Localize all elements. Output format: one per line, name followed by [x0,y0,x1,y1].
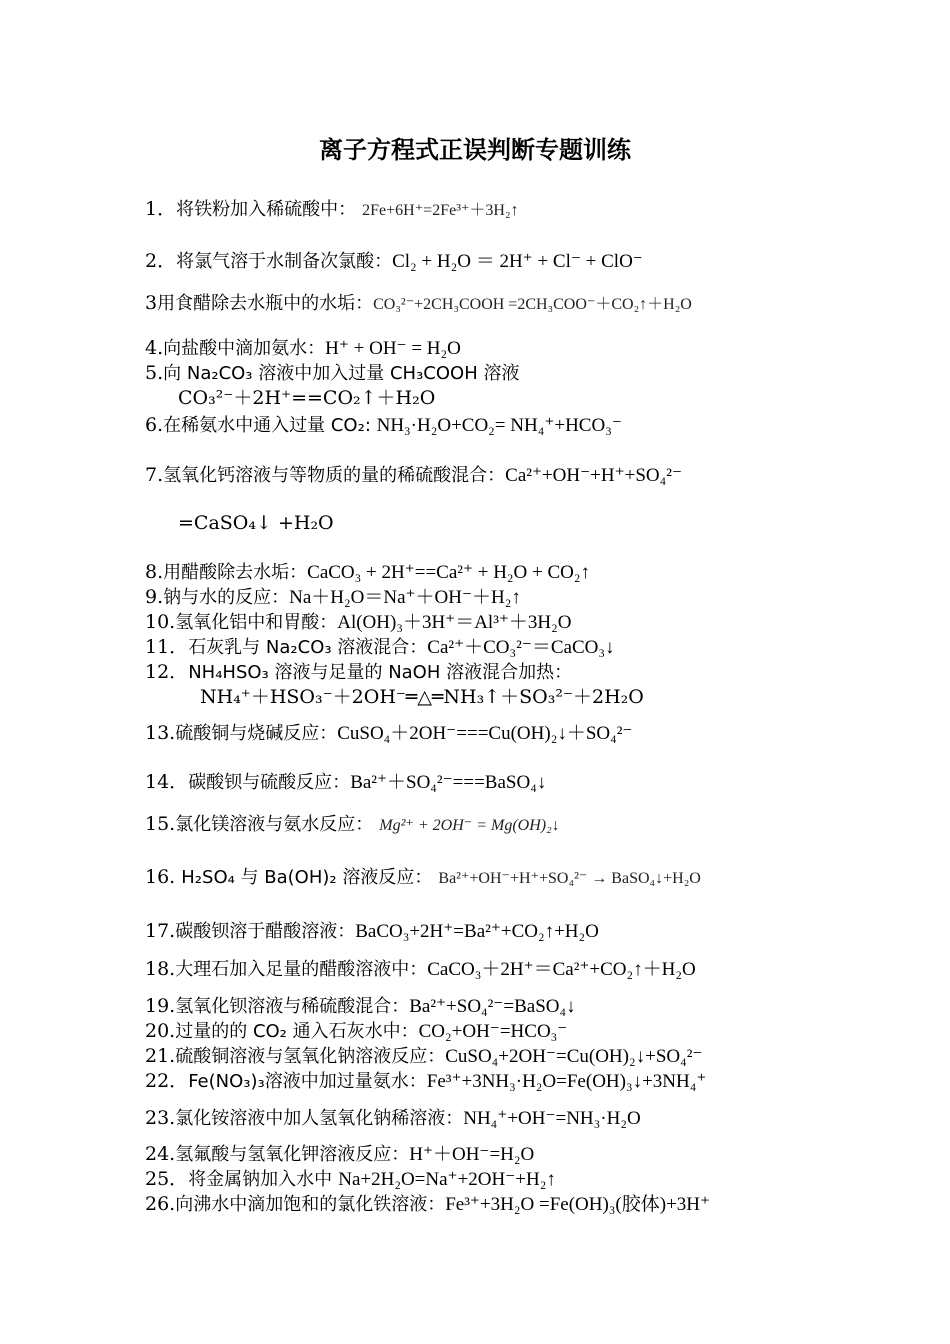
item-equation: CaCO₃ + 2H⁺==Ca²⁺ + H₂O + CO₂↑ [307,562,591,583]
page-title: 离子方程式正误判断专题训练 [319,135,631,164]
item-number: 16. [145,866,176,888]
list-item [145,412,910,439]
item-label: 碳酸钡溶于醋酸溶液： [175,921,356,942]
list-item [145,609,910,636]
item-label: Fe(NO₃)₃溶液中加过量氨水： [188,1071,427,1092]
item-equation: CuSO₄＋2OH⁻===Cu(OH)₂↓＋SO₄²⁻ [337,723,633,744]
item-label: 向沸水中滴加饱和的氯化铁溶液： [175,1194,446,1215]
list-item [145,196,910,224]
list-item [145,993,910,1020]
item-label: 过量的的 CO₂ 通入石灰水中： [175,1021,419,1042]
item-number: 17. [145,920,176,942]
item-equation: Cl₂ + H₂O ＝ 2H⁺ + Cl⁻ + ClO⁻ [392,251,643,272]
list-item [145,584,910,611]
item-label: 向盐酸中滴加氨水： [163,338,326,359]
item-label: 将氯气溶于水制备次氯酸： [176,251,393,272]
list-item [145,918,910,945]
item-number: 25． [145,1168,189,1190]
item-label: 碳酸钡与硫酸反应： [188,772,351,793]
item-label: 大理石加入足量的醋酸溶液中： [175,959,428,980]
item-equation: Fe³⁺+3NH₃·H₂O=Fe(OH)₃↓+3NH₄⁺ [426,1071,707,1092]
list-item [145,1043,910,1070]
item-number: 1． [145,198,177,220]
item-number: 26. [145,1193,176,1215]
item-equation: Fe³⁺+3H₂O =Fe(OH)₃(胶体)+3H⁺ [445,1194,711,1215]
item-number: 18. [145,958,176,980]
item-equation: CO₂+OH⁻=HCO₃⁻ [418,1021,568,1042]
item-number: 15. [145,813,176,835]
item-number: 2． [145,250,177,272]
item-label: 在稀氨水中通入过量 CO₂: [163,415,377,436]
item-number: 10. [145,611,176,633]
item-equation: Ba²⁺+SO₄²⁻=BaSO₄↓ [409,996,576,1017]
item-equation: Ca²⁺+OH⁻+H⁺+SO₄²⁻ [505,465,682,486]
item-equation: Na＋H₂O＝Na⁺＋OH⁻＋H₂↑ [289,587,521,608]
item-equation: CO₃²⁻＋2H⁺==CO₂↑＋H₂O [178,387,436,409]
item-number: 24. [145,1143,176,1165]
list-item [145,956,910,983]
list-item [145,811,910,839]
list-item [145,1018,910,1045]
item-label: 氢氧化铝中和胃酸： [175,612,338,633]
list-item [145,1068,910,1095]
item-number: 5. [145,362,164,384]
item-number: 19. [145,995,176,1017]
item-number: 8. [145,561,164,583]
item-number: 20. [145,1020,176,1042]
item-number: 22． [145,1070,189,1092]
item-label: 氯化镁溶液与氨水反应： [175,814,374,835]
item-equation: H⁺＋OH⁻=H₂O [409,1144,535,1165]
item-number: 14． [145,771,189,793]
list-item [145,1166,910,1193]
item-label: NH₄HSO₃ 溶液与足量的 NaOH 溶液混合加热： [188,662,573,683]
item-label: 氢氧化钡溶液与稀硫酸混合： [175,996,410,1017]
list-item [145,462,910,489]
item-label: 氢氟酸与氢氧化钾溶液反应： [175,1144,410,1165]
list-item [145,335,910,362]
item-label: H₂SO₄ 与 Ba(OH)₂ 溶液反应： [181,867,433,888]
item-number: 3 [145,292,158,314]
item-number: 7. [145,464,164,486]
item-equation: H⁺ + OH⁻ = H₂O [325,338,461,359]
item-equation: Ca²⁺＋CO₃²⁻＝CaCO₃↓ [427,637,615,658]
item-equation: Ba²⁺＋SO₄²⁻===BaSO₄↓ [350,772,547,793]
list-item [145,1141,910,1168]
item-equation: CaCO₃＋2H⁺＝Ca²⁺+CO₂↑＋H₂O [427,959,696,980]
item-label: 用食醋除去水瓶中的水垢： [157,293,374,314]
item-label: 钠与水的反应： [163,587,290,608]
item-number: 9. [145,586,164,608]
list-item [145,248,910,275]
item-equation-continued: =CaSO₄↓ +H₂O [178,512,334,534]
item-equation: Na+2H₂O=Na⁺+2OH⁻+H₂↑ [338,1169,556,1190]
item-equation: CuSO₄+2OH⁻=Cu(OH)₂↓+SO₄²⁻ [445,1046,703,1067]
item-label: 氢氧化钙溶液与等物质的量的稀硫酸混合： [163,465,506,486]
item-number: 13. [145,722,176,744]
list-item [145,1105,910,1132]
item-equation: Ba²⁺+OH⁻+H⁺+SO₄²⁻ → BaSO₄↓+H₂O [438,870,701,887]
item-equation: Mg²⁺ + 2OH⁻ = Mg(OH)₂↓ [379,817,560,834]
list-item [145,864,910,892]
item-equation: CO₃²⁻+2CH₃COOH =2CH₃COO⁻＋CO₂↑＋H₂O [373,296,692,313]
list-item [145,659,910,686]
item-number: 21. [145,1045,176,1067]
list-item [145,1191,910,1218]
item-equation: 2Fe+6H⁺=2Fe³⁺＋3H₂↑ [362,202,519,219]
item-label: 将铁粉加入稀硫酸中： [176,199,357,220]
list-item [145,769,910,796]
item-label: 氯化铵溶液中加人氢氧化钠稀溶液： [175,1108,464,1129]
item-label: 石灰乳与 Na₂CO₃ 溶液混合： [188,637,428,658]
list-item [145,559,910,586]
list-item [145,720,910,747]
item-label: 向 Na₂CO₃ 溶液中加入过量 CH₃COOH 溶液 [163,363,520,384]
item-equation: NH₄⁺＋HSO₃⁻＋2OH⁻═△═NH₃↑＋SO₃²⁻＋2H₂O [200,686,644,708]
item-number: 6. [145,414,164,436]
item-label: 用醋酸除去水垢： [163,562,308,583]
item-label: 硫酸铜溶液与氢氧化钠溶液反应： [175,1046,446,1067]
item-equation: Al(OH)₃＋3H⁺＝Al³⁺＋3H₂O [337,612,572,633]
item-label: 将金属钠加入水中 [188,1169,333,1190]
item-number: 11． [145,636,189,658]
item-number: 12． [145,661,189,683]
item-number: 4. [145,337,164,359]
item-number: 23. [145,1107,176,1129]
item-equation: NH₃·H₂O+CO₂= NH₄⁺+HCO₃⁻ [376,415,622,436]
item-equation: NH₄⁺+OH⁻=NH₃·H₂O [463,1108,641,1129]
item-equation: BaCO₃+2H⁺=Ba²⁺+CO₂↑+H₂O [355,921,599,942]
item-label: 硫酸铜与烧碱反应： [175,723,338,744]
list-item [145,290,910,318]
list-item [145,634,910,661]
list-item [145,360,910,387]
